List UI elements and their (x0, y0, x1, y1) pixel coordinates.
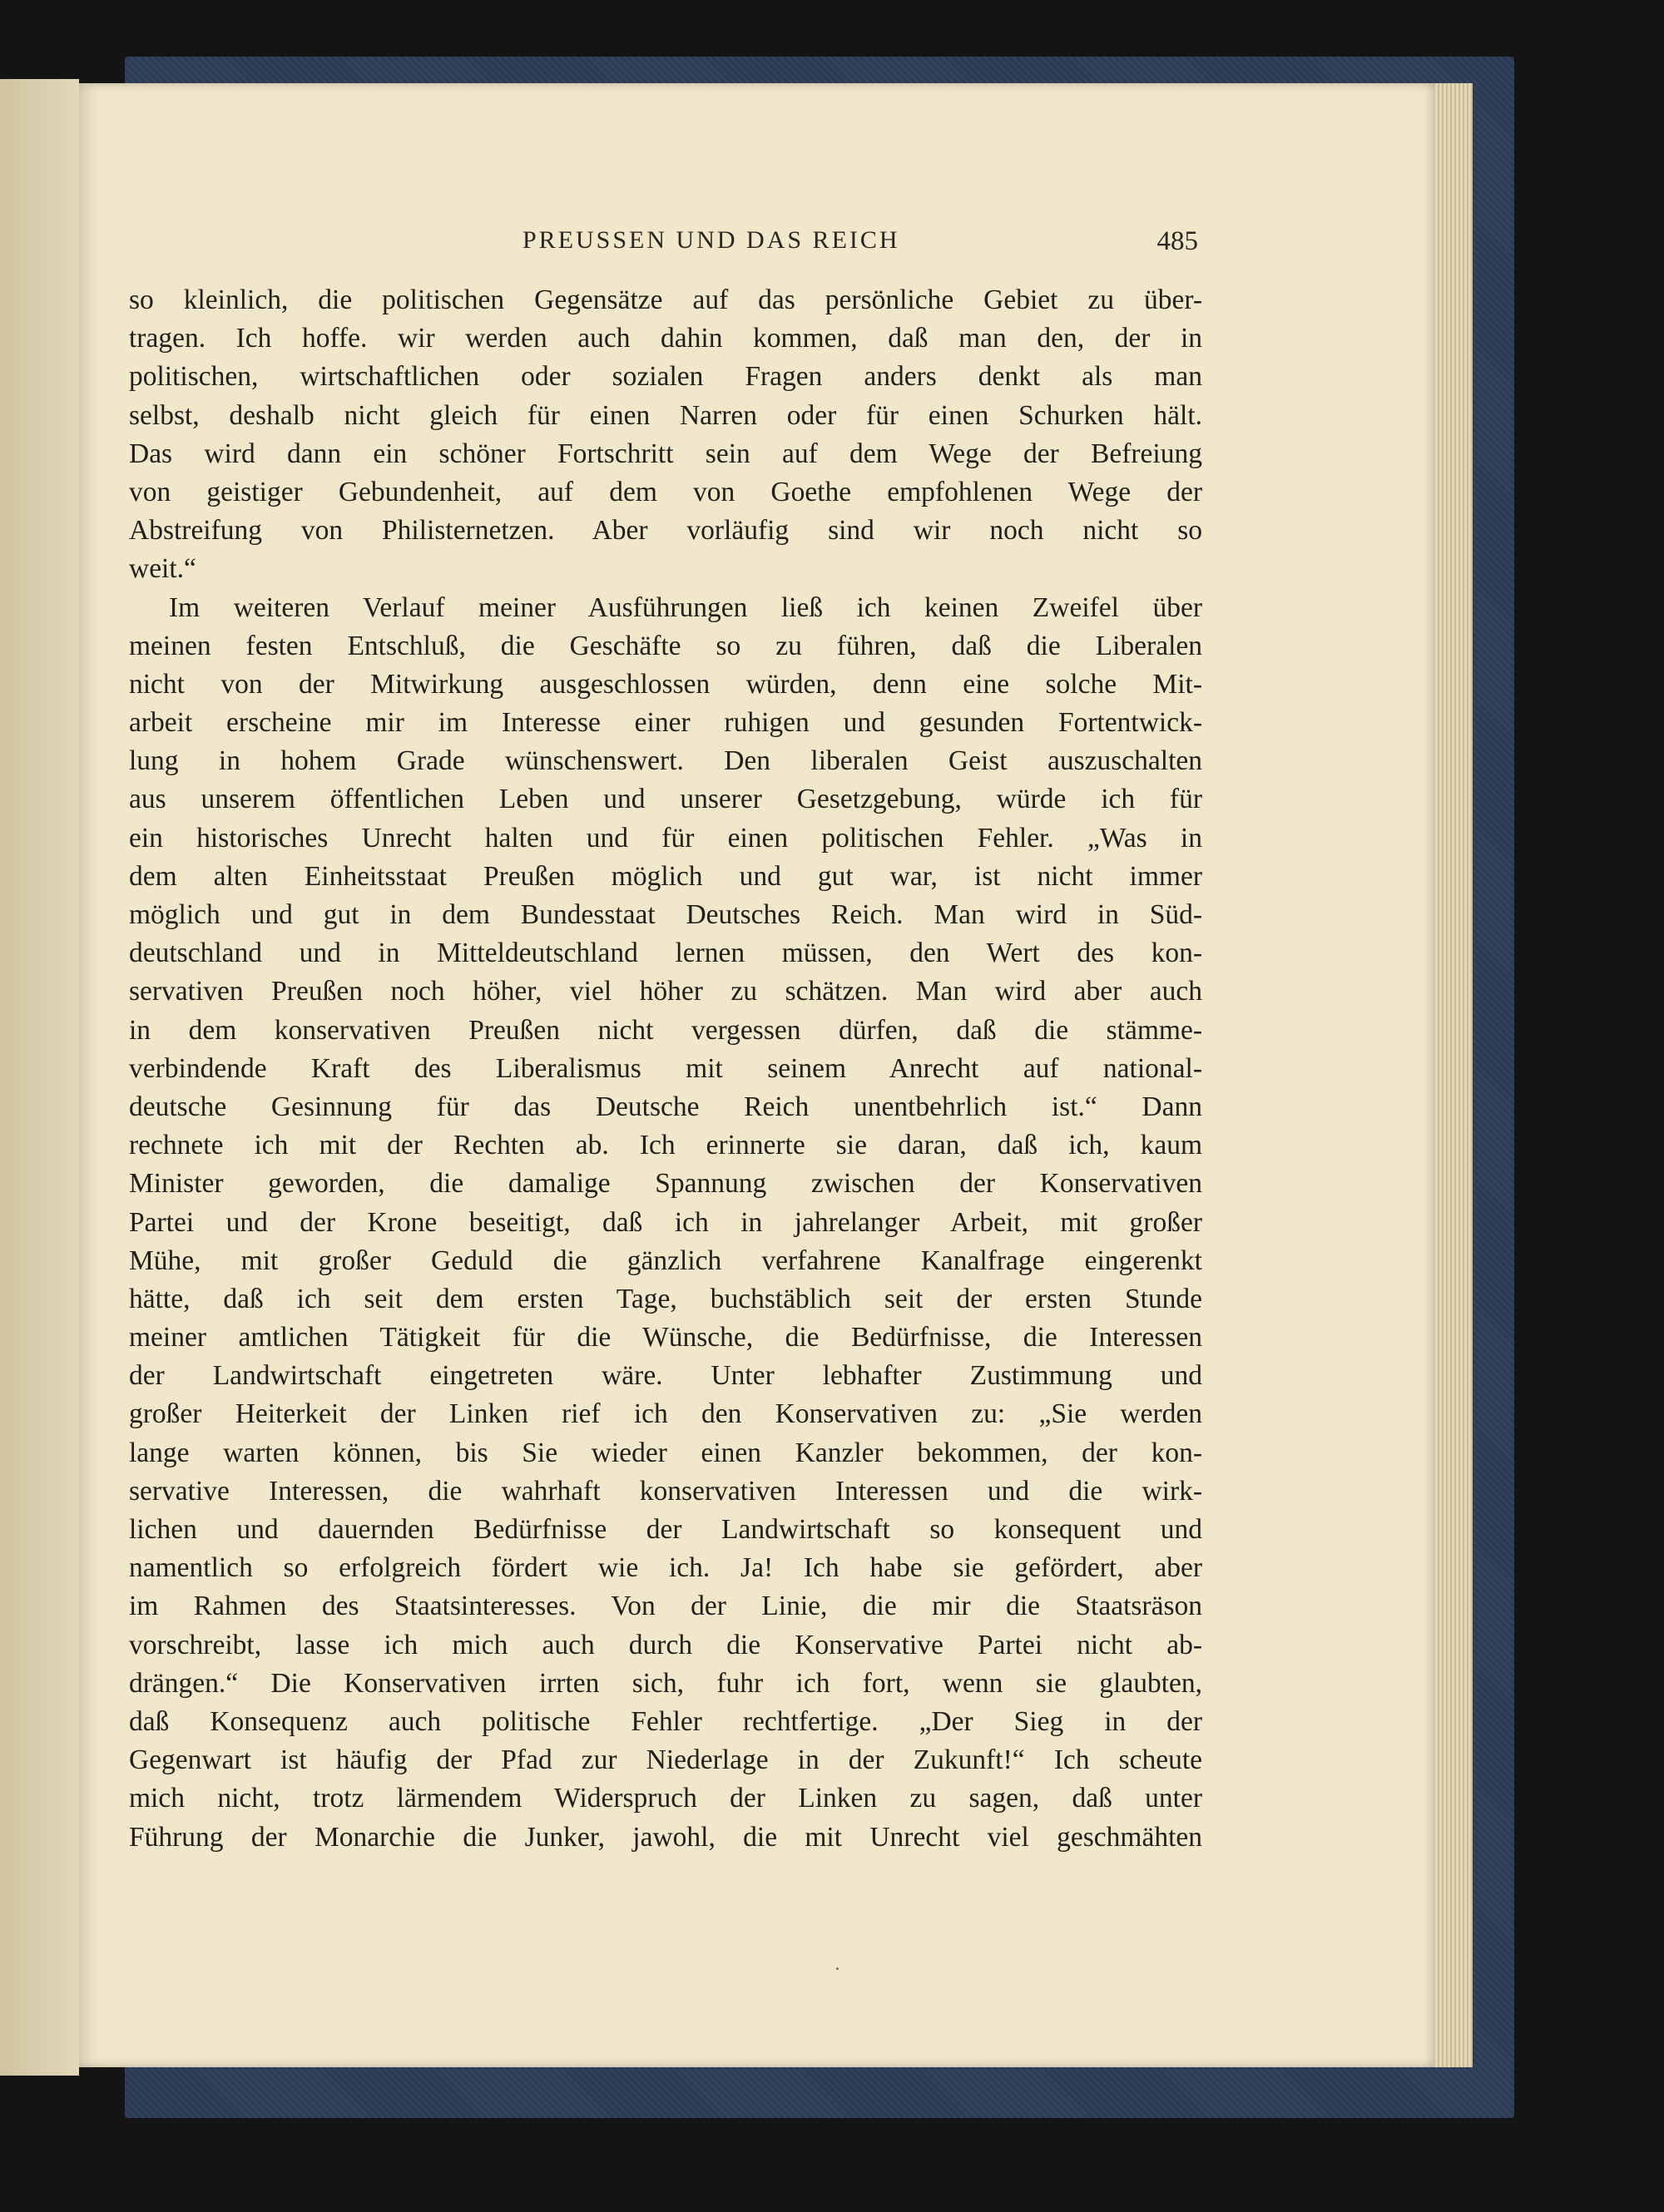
text-line: so kleinlich, die politischen Gegensätze auf das persönliche Gebiet zu über- (129, 285, 1202, 315)
text-line: mich nicht, trotz lärmendem Widerspruch der Linken zu sagen, daß unter (129, 1783, 1202, 1814)
text-line: Abstreifung von Philisternetzen. Aber vorläufig sind wir noch nicht so (129, 515, 1202, 547)
text-line: verbindende Kraft des Liberalismus mit seinem Anrecht auf national- (129, 1052, 1202, 1084)
page-header (133, 226, 1198, 268)
text-line: Partei und der Krone beseitigt, daß ich in jahrelanger Arbeit, mit großer (129, 1206, 1202, 1238)
text-line: aus unserem öffentlichen Leben und unserer Gesetzgebung, würde ich für (129, 784, 1202, 815)
text-line: ein historisches Unrecht halten und für einen politischen Fehler. „Was in (129, 822, 1202, 854)
text-line: daß Konsequenz auch politische Fehler rechtfertige. „Der Sieg in der (129, 1705, 1202, 1737)
text-line: der Landwirtschaft eingetreten wäre. Unter lebhafter Zustimmung und (129, 1360, 1202, 1392)
text-line: nicht von der Mitwirkung ausgeschlossen würden, denn eine solche Mit- (129, 668, 1202, 700)
text-line: politischen, wirtschaftlichen oder sozialen Fragen anders denkt als man (129, 361, 1202, 393)
running-title: PREUSSEN UND DAS REICH (522, 226, 900, 254)
text-line: hätte, daß ich seit dem ersten Tage, buchstäblich seit der ersten Stunde (129, 1283, 1202, 1314)
text-line: Mühe, mit großer Geduld die gänzlich verfahrene Kanalfrage eingerenkt (129, 1245, 1202, 1276)
text-line: selbst, deshalb nicht gleich für einen Narren oder für einen Schurken hält. (129, 399, 1202, 431)
text-line: lange warten können, bis Sie wieder einen Kanzler bekommen, der kon- (129, 1437, 1202, 1468)
text-line: tragen. Ich hoffe. wir werden auch dahin kommen, daß man den, der in (129, 323, 1202, 354)
text-line: dem alten Einheitsstaat Preußen möglich und gut war, ist nicht immer (129, 860, 1202, 892)
text-line: vorschreibt, lasse ich mich auch durch die Konservative Partei nicht ab- (129, 1629, 1202, 1660)
text-line: in dem konservativen Preußen nicht vergessen dürfen, daß die stämme- (129, 1014, 1202, 1046)
text-line: Gegenwart ist häufig der Pfad zur Niederlage in der Zukunft!“ Ich scheute (129, 1744, 1202, 1776)
text-line: von geistiger Gebundenheit, auf dem von Goethe empfohlenen Wege der (129, 476, 1202, 507)
text-line: Im weiteren Verlauf meiner Ausführungen ließ ich keinen Zweifel über (169, 591, 1202, 623)
text-line: drängen.“ Die Konservativen irrten sich, fuhr ich fort, wenn sie glaubten, (129, 1667, 1202, 1699)
text-line: Das wird dann ein schöner Fortschritt sein auf dem Wege der Befreiung (129, 438, 1202, 469)
paper-speck (836, 1967, 839, 1970)
text-line: lung in hohem Grade wünschenswert. Den liberalen Geist auszuschalten (129, 745, 1202, 777)
facing-page-edge (0, 79, 79, 2076)
text-line: deutschland und in Mitteldeutschland lernen müssen, den Wert des kon- (129, 938, 1202, 969)
text-line: servative Interessen, die wahrhaft konservativen Interessen und die wirk- (129, 1475, 1202, 1507)
text-line: meinen festen Entschluß, die Geschäfte so zu führen, daß die Liberalen (129, 630, 1202, 661)
text-line: möglich und gut in dem Bundesstaat Deutsches Reich. Man wird in Süd- (129, 899, 1202, 931)
text-line: namentlich so erfolgreich fördert wie ich. Ja! Ich habe sie gefördert, aber (129, 1552, 1202, 1584)
text-line: lichen und dauernden Bedürfnisse der Landwirtschaft so konsequent und (129, 1514, 1202, 1546)
text-line: meiner amtlichen Tätigkeit für die Wünsche, die Bedürfnisse, die Interessen (129, 1322, 1202, 1353)
page-number: 485 (1156, 226, 1198, 256)
text-line: im Rahmen des Staatsinteresses. Von der Linie, die mir die Staatsräson (129, 1591, 1202, 1622)
text-line: Minister geworden, die damalige Spannung zwischen der Konservativen (129, 1168, 1202, 1200)
text-line: rechnete ich mit der Rechten ab. Ich erinnerte sie daran, daß ich, kaum (129, 1130, 1202, 1161)
text-line: deutsche Gesinnung für das Deutsche Reich unentbehrlich ist.“ Dann (129, 1091, 1202, 1122)
body-text (129, 281, 1202, 1857)
text-line: Führung der Monarchie die Junker, jawohl, die mit Unrecht viel geschmähten (129, 1821, 1202, 1853)
text-line: weit.“ (129, 553, 196, 585)
text-line: arbeit erscheine mir im Interesse einer ruhigen und gesunden Fortentwick- (129, 707, 1202, 739)
text-line: servativen Preußen noch höher, viel höher zu schätzen. Man wird aber auch (129, 976, 1202, 1007)
text-line: großer Heiterkeit der Linken rief ich den Konservativen zu: „Sie werden (129, 1398, 1202, 1430)
